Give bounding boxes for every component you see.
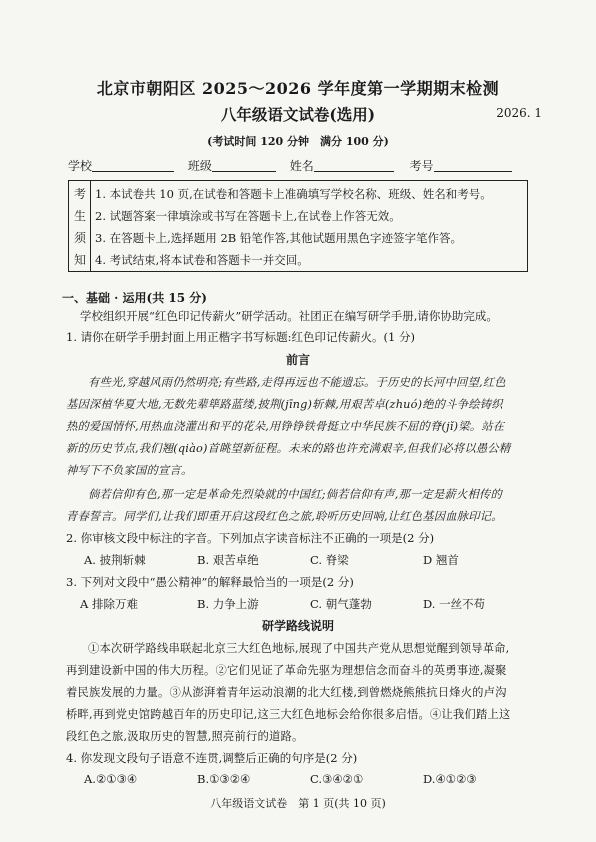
option-text: 翘首 xyxy=(435,553,459,567)
q3-option-c[interactable] xyxy=(310,596,372,612)
candidate-notice-box xyxy=(68,180,528,272)
notice-item: 1. 本试卷共 10 页,在试卷和答题卡上准确填写学校名称、班级、姓名和考号。 xyxy=(95,187,492,201)
option-label: C. xyxy=(310,772,323,786)
option-text: ②①③④ xyxy=(95,772,138,786)
option-label: B. xyxy=(197,553,210,567)
route-line: 段红色之旅,汲取历史的智慧,照亮前行的道路。 xyxy=(66,730,304,743)
route-line: ①本次研学路线串联起北京三大红色地标,展现了中国共产党从思想觉醒到领导革命, xyxy=(88,642,510,655)
q4-option-c[interactable] xyxy=(310,772,363,786)
option-text: 披荆斩棘 xyxy=(99,553,146,567)
preface-line: 热的爱国情怀,用热血浇灌出和平的花朵,用铮铮铁骨挺立中华民族不屈的脊(jǐ)梁。站在 xyxy=(66,420,505,433)
option-label: D xyxy=(423,553,433,567)
option-text: 朝气蓬勃 xyxy=(325,597,372,611)
name-label: 姓名 xyxy=(289,159,314,173)
q3-option-d[interactable] xyxy=(423,596,485,612)
exam-info: (考试时间 120 分钟 满分 100 分) xyxy=(207,135,389,148)
class-field[interactable] xyxy=(212,159,276,172)
q3-option-a[interactable] xyxy=(80,596,138,612)
option-text: 力争上游 xyxy=(212,597,259,611)
exam-date: 2026. 1 xyxy=(496,106,542,120)
route-line: 再到建设新中国的伟大历程。②它们见证了革命先驱为理想信念而奋斗的英勇事迹,凝聚 xyxy=(66,664,507,677)
exam-number-label: 考号 xyxy=(409,159,434,173)
q4-option-b[interactable] xyxy=(197,772,250,786)
q4-option-a[interactable] xyxy=(84,772,137,786)
q2-option-b[interactable] xyxy=(197,552,259,568)
option-label: D. xyxy=(423,772,436,786)
option-label: A. xyxy=(84,553,96,567)
question-1: 1. 请你在研学手册封面上用正楷字书写标题:红色印记传薪火。(1 分) xyxy=(66,330,415,344)
option-label: B. xyxy=(197,772,210,786)
notice-side-label xyxy=(69,181,91,271)
q3-option-b[interactable] xyxy=(197,596,259,612)
option-text: 一丝不苟 xyxy=(439,597,486,611)
page-title: 北京市朝阳区 2025～2026 学年度第一学期期末检测 xyxy=(96,79,500,98)
option-label: A. xyxy=(84,772,96,786)
school-label: 学校 xyxy=(68,159,93,173)
notice-side-char: 须 xyxy=(73,231,86,245)
preface-line: 青春誓言。同学们,让我们即重开启这段红色之旅,聆听历史回响,让红色基因血脉印记。 xyxy=(66,510,503,523)
route-line: 桥畔,再到党史馆跨越百年的历史印记,这三大红色地标会给你很多启悟。④让我们踏上这 xyxy=(66,708,511,721)
option-text: ④①②③ xyxy=(435,772,477,786)
notice-item: 3. 在答题卡上,选择题用 2B 铅笔作答,其他试题用黑色字迹签字笔作答。 xyxy=(95,231,463,245)
option-text: ①③②④ xyxy=(209,772,251,786)
option-label: D. xyxy=(423,597,436,611)
option-text: ③④②① xyxy=(322,772,364,786)
exam-number-field[interactable] xyxy=(434,159,512,172)
option-label: C. xyxy=(310,597,323,611)
option-text: 排除万难 xyxy=(91,597,138,611)
route-heading: 研学路线说明 xyxy=(261,619,334,633)
preface-line: 神写下不负家国的宣言。 xyxy=(66,464,193,477)
notice-side-char: 知 xyxy=(73,253,86,267)
option-label: B. xyxy=(197,597,210,611)
notice-item: 2. 试题答案一律填涂或书写在答题卡上,在试卷上作答无效。 xyxy=(95,209,401,223)
notice-side-char: 考 xyxy=(73,187,86,201)
preface-heading: 前言 xyxy=(285,353,310,367)
page-subtitle: 八年级语文试卷(选用) xyxy=(220,105,376,124)
option-text: 脊梁 xyxy=(325,553,349,567)
class-label: 班级 xyxy=(187,159,212,173)
notice-item: 4. 考试结束,将本试卷和答题卡一并交回。 xyxy=(95,253,309,267)
preface-line: 倘若信仰有色,那一定是革命先烈染就的中国红;倘若信仰有声,那一定是薪火相传的 xyxy=(88,488,502,501)
section-title: 一、基础 · 运用(共 15 分) xyxy=(62,291,207,305)
name-field[interactable] xyxy=(314,159,394,172)
notice-side-char: 生 xyxy=(73,209,86,223)
preface-line: 新的历史节点,我们翘(qiào)首眺望新征程。未来的路也许充满艰辛,但我们必将以愚公精 xyxy=(66,442,511,455)
q2-option-c[interactable] xyxy=(310,552,349,568)
question-2: 2. 你审核文段中标注的字音。下列加点字读音标注不正确的一项是(2 分) xyxy=(66,531,435,545)
school-field[interactable] xyxy=(92,159,174,172)
q2-option-a[interactable] xyxy=(84,552,146,568)
preface-line: 基因深植华夏大地,无数先辈筚路蓝缕,披荆(jīng)斩棘,用艰苦卓(zhuó)绝的斗争绘铸织 xyxy=(66,398,503,411)
option-label: A xyxy=(80,597,89,611)
option-label: C. xyxy=(310,553,323,567)
question-4: 4. 你发现文段句子语意不连贯,调整后正确的句序是(2 分) xyxy=(66,751,358,765)
question-3: 3. 下列对文段中“愚公精神”的解释最恰当的一项是(2 分) xyxy=(66,575,354,589)
route-line: 着民族发展的力量。③从澎湃着青年运动浪潮的北大红楼,到曾燃烧熊熊抗日烽火的卢沟 xyxy=(66,686,507,699)
section-intro: 学校组织开展“红色印记传薪火”研学活动。社团正在编写研学手册,请你协助完成。 xyxy=(80,309,498,323)
preface-line: 有些光,穿越风雨仍然明亮;有些路,走得再远也不能遗忘。于历史的长河中回望,红色 xyxy=(88,376,506,389)
q4-option-d[interactable] xyxy=(423,772,477,786)
student-info-fields xyxy=(68,157,512,174)
q2-option-d[interactable] xyxy=(423,552,459,568)
page-footer: 八年级语文试卷 第 1 页(共 10 页) xyxy=(210,797,386,810)
option-text: 艰苦卓绝 xyxy=(212,553,259,567)
